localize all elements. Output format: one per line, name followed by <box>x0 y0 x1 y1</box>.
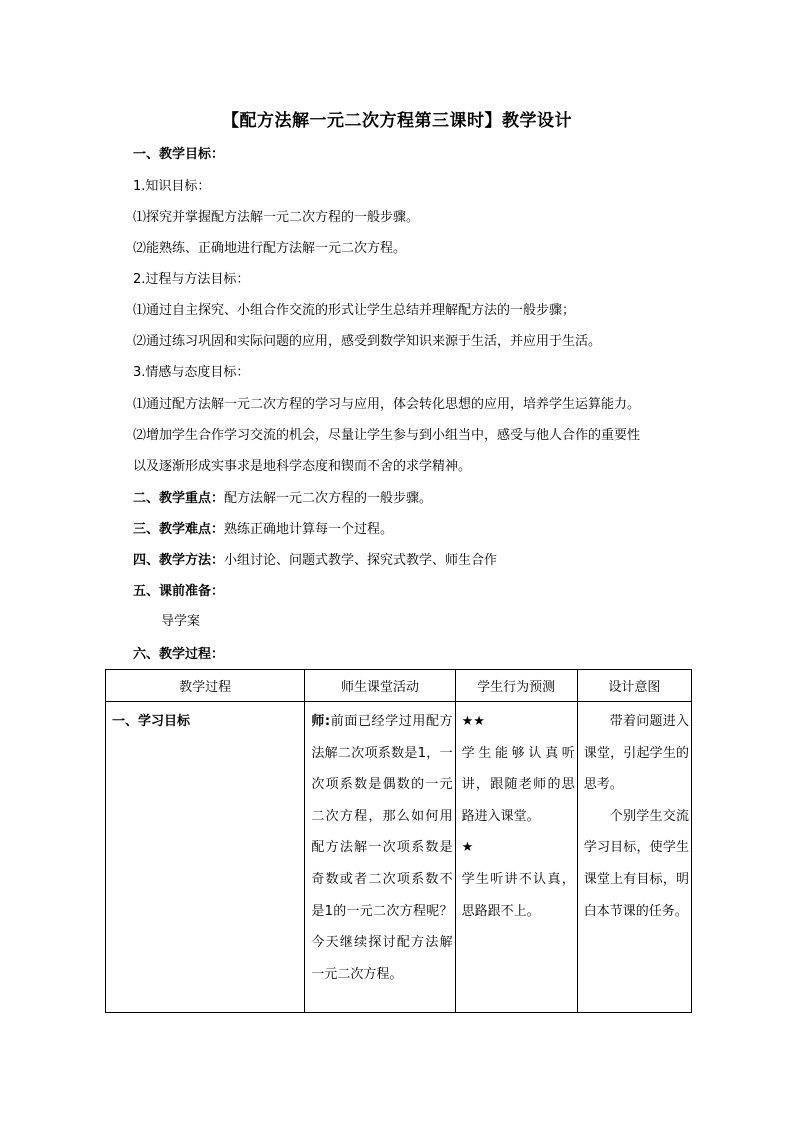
intent-text-2: 个别学生交流学习目标，使学生课堂上有目标，明白本节课的任务。 <box>583 808 689 919</box>
intent-block <box>578 702 691 927</box>
preparation-label: 五、课前准备： <box>133 584 225 599</box>
teacher-label: 师: <box>311 714 331 729</box>
stage-cell <box>106 702 305 1013</box>
teacher-text: 前面已经学过用配方法解二次项系数是1，一次项系数是偶数的一元二次方程，那么如何用配方法解一次项系数是奇数或者二次项系数不是1的一元二次方程呢？今天继续探讨配方法解一元二次方程。 <box>311 714 453 982</box>
methods-text: 小组讨论、问题式教学、探究式教学、师生合作 <box>224 553 498 568</box>
document-title: 【配方法解一元二次方程第三课时】教学设计 <box>222 111 572 131</box>
prediction-stars-low: ★ <box>461 840 474 856</box>
methods-label: 四、教学方法： <box>133 553 225 568</box>
objectives-heading: 一、教学目标： <box>133 147 225 162</box>
prediction-stars-high: ★★ <box>461 714 485 729</box>
prediction-text-low: 学生听讲不认真，思路跟不上。 <box>461 871 575 919</box>
difficulty-text: 熟练正确地计算每一个过程。 <box>224 522 394 537</box>
knowledge-item-1: ⑴探究并掌握配方法解一元二次方程的一般步骤。 <box>133 210 420 225</box>
process-item-2: ⑵通过练习巩固和实际问题的应用，感受到数学知识来源于生活，并应用于生活。 <box>133 334 602 349</box>
header-prediction: 学生行为预测 <box>455 670 577 702</box>
activity-cell <box>305 702 455 1013</box>
emotion-item-2-continued: 以及逐渐形成实事求是地科学态度和锲而不舍的求学精神。 <box>133 459 472 474</box>
intent-cell <box>577 702 691 1013</box>
table-header-row <box>106 670 692 702</box>
header-intent: 设计意图 <box>577 670 691 702</box>
process-objectives-heading: 2.过程与方法目标： <box>133 272 250 287</box>
knowledge-item-2: ⑵能熟练、正确地进行配方法解一元二次方程。 <box>133 241 407 256</box>
emotion-objectives-heading: 3.情感与态度目标： <box>133 365 250 380</box>
methods-line <box>133 552 497 570</box>
preparation-text: 导学案 <box>161 614 201 629</box>
header-activity: 师生课堂活动 <box>305 670 455 702</box>
key-point-line <box>133 490 432 508</box>
prediction-cell <box>455 702 577 1013</box>
key-point-text: 配方法解一元二次方程的一般步骤。 <box>224 491 433 506</box>
process-heading: 六、教学过程： <box>133 647 225 662</box>
key-point-label: 二、教学重点： <box>133 491 225 506</box>
prediction-text-high: 学生能够认真听讲，跟随老师的思路进入课堂。 <box>461 745 575 824</box>
process-item-1: ⑴通过自主探究、小组合作交流的形式让学生总结并理解配方法的一般步骤； <box>133 303 576 318</box>
prediction-block <box>456 702 577 927</box>
knowledge-objectives-heading: 1.知识目标： <box>133 179 211 194</box>
teacher-activity <box>305 702 454 990</box>
emotion-item-1: ⑴通过配方法解一元二次方程的学习与应用，体会转化思想的应用，培养学生运算能力。 <box>133 397 641 412</box>
difficulty-line <box>133 521 393 539</box>
teaching-process-table <box>105 669 692 1013</box>
stage-label: 一、学习目标 <box>112 714 191 729</box>
intent-text-1: 带着问题进入课堂，引起学生的思考。 <box>583 714 689 793</box>
header-stage: 教学过程 <box>106 670 305 702</box>
emotion-item-2: ⑵增加学生合作学习交流的机会，尽量让学生参与到小组当中，感受与他人合作的重要性 <box>133 428 641 443</box>
table-row <box>106 702 692 1013</box>
difficulty-label: 三、教学难点： <box>133 522 225 537</box>
